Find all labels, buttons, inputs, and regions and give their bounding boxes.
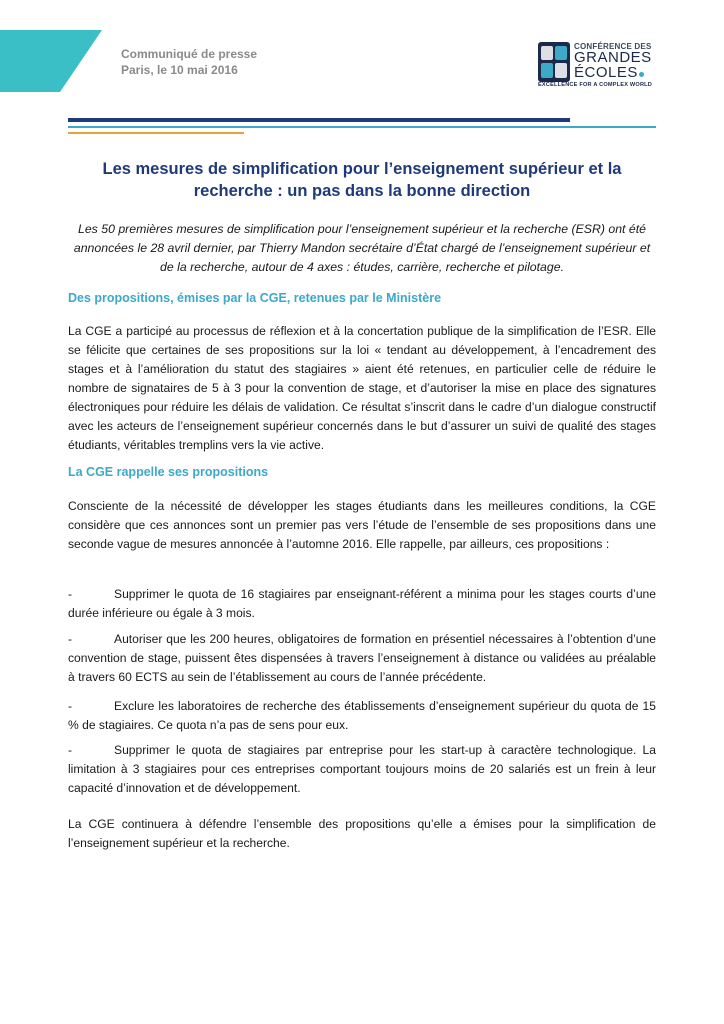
list-item-text: Autoriser que les 200 heures, obligatoires de formation en présentiel nécessaires à l’obtention d’une convention de stage, puissent êtes dispensées à travers l’enseignement à distance ou validées au préalable à travers 60 ECTS au sein de l’établissement au cours de l’année précédente. [68, 632, 656, 684]
list-item [68, 585, 656, 623]
logo-line3: ÉCOLES [574, 65, 644, 81]
list-item-text: Supprimer le quota de 16 stagiaires par enseignant-référent a minima pour les stages courts d’une durée inférieure ou égale à 3 mois. [68, 587, 656, 620]
list-dash: - [68, 632, 73, 646]
logo-tagline: EXCELLENCE FOR A COMPLEX WORLD [538, 82, 653, 88]
logo-line1: CONFÉRENCE DES [574, 42, 652, 51]
intro-paragraph: Les 50 premières mesures de simplification pour l’enseignement supérieur et la recherche (ESR) ont été annoncées le 28 avril dernier, par Thierry Mandon secrétaire d’État chargé de l’enseignement supérieur et de la recherche, autour de 4 axes : études, carrière, recherche et pilotage. [73, 222, 651, 274]
document-title: Les mesures de simplification pour l’enseignement supérieur et la recherche : un pas dans la bonne direction [102, 160, 622, 200]
section1-heading: Des propositions, émises par la CGE, retenues par le Ministère [68, 291, 442, 305]
cge-logo-mark-icon [538, 42, 570, 82]
teal-rule [68, 126, 656, 128]
navy-rule [68, 118, 570, 122]
place-date: Paris, le 10 mai 2016 [121, 63, 238, 77]
corner-accent-shape [0, 30, 102, 92]
press-label: Communiqué de presse [121, 47, 258, 61]
list-dash: - [68, 743, 73, 757]
cge-logo [538, 40, 658, 96]
section2-paragraph: Consciente de la nécessité de développer les stages étudiants dans les meilleures conditions, la CGE considère que ces annonces sont un premier pas vers l’étude de l’ensemble de ses propositions dans une seconde vague de mesures annoncée à l’automne 2016. Elle rappelle, par ailleurs, ces propositions : [68, 499, 656, 551]
list-item [68, 741, 656, 798]
list-item-text: Supprimer le quota de stagiaires par entreprise pour les start-up à caractère technologique. La limitation à 3 stagiaires pour ces entreprises comportant toujours moins de 20 salariés est un frein à leur capacité d’innovation et de développement. [68, 743, 656, 795]
section2-heading: La CGE rappelle ses propositions [68, 465, 269, 479]
list-dash: - [68, 587, 73, 601]
orange-rule [68, 132, 244, 134]
list-item [68, 630, 656, 687]
list-dash: - [68, 699, 73, 713]
press-header [121, 46, 257, 78]
list-item [68, 697, 656, 735]
closing-paragraph: La CGE continuera à défendre l’ensemble des propositions qu’elle a émises pour la simplification de l’enseignement supérieur et la recherche. [68, 817, 656, 850]
logo-line2: GRANDES [574, 49, 652, 66]
logo-dot-icon [639, 72, 644, 77]
list-item-text: Exclure les laboratoires de recherche des établissements d’enseignement supérieur du quota de 15 % de stagiaires. Ce quota n’a pas de sens pour eux. [68, 699, 656, 732]
section1-paragraph: La CGE a participé au processus de réflexion et à la concertation publique de la simplification de l’ESR. Elle se félicite que certaines de ses propositions sur la loi « tendant au développement, à l’encadrement des stages et à l’amélioration du statut des stagiaires » aient été retenues, en particulier celle de réduire le nombre de signataires de 5 à 3 pour la convention de stage, et d’autoriser la mise en place des signatures électroniques pour réduire les délais de validation. Ce résultat s’inscrit dans le cadre d’un dialogue constructif avec les acteurs de l’enseignement supérieur concernés dans le but d’assurer un suivi de qualité des stages étudiants, véritables tremplins vers la vie active. [68, 324, 656, 452]
